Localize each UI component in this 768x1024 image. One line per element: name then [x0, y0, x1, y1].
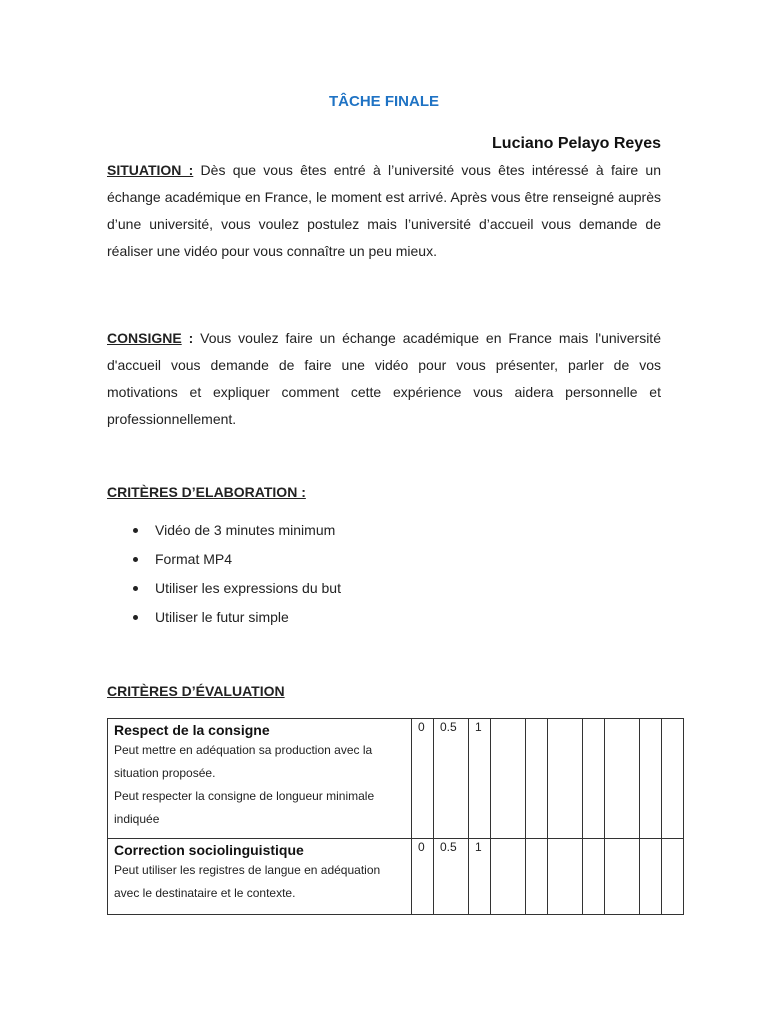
situation-paragraph: [107, 157, 661, 265]
criterion-title: Correction sociolinguistique: [114, 842, 304, 858]
bullet-icon: [133, 528, 138, 533]
table-row: [108, 839, 684, 915]
score-cell: [583, 839, 605, 915]
list-item: Utiliser le futur simple: [107, 603, 341, 632]
situation-label: SITUATION :: [107, 162, 194, 178]
bullet-icon: [133, 557, 138, 562]
bullet-icon: [133, 615, 138, 620]
score-cell: [548, 719, 583, 839]
criterion-line: Peut respecter la consigne de longueur minimale indiquée: [114, 789, 375, 826]
document-title: TÂCHE FINALE: [329, 93, 439, 110]
criterion-line: Peut mettre en adéquation sa production avec la situation proposée.: [114, 743, 373, 780]
elaboration-list: [107, 516, 341, 632]
score-cell: [526, 839, 548, 915]
consigne-colon: :: [181, 330, 194, 346]
score-cell: 0: [412, 719, 434, 839]
situation-text: Dès que vous êtes entré à l’université vous êtes intéressé à faire un échange académique en France, le moment est arrivé. Après vous être renseigné auprès d’une université, vous voulez postulez mais l’université d’accueil vous demande de réaliser une vidéo pour vous connaître un peu mieux.: [107, 162, 661, 259]
author-name: Luciano Pelayo Reyes: [492, 135, 661, 152]
consigne-label: CONSIGNE: [107, 330, 182, 346]
list-item: Format MP4: [107, 545, 341, 574]
evaluation-heading: CRITÈRES D’ÉVALUATION: [107, 683, 285, 699]
score-cell: [583, 719, 605, 839]
consigne-paragraph: [107, 325, 661, 433]
elaboration-heading: CRITÈRES D’ELABORATION :: [107, 484, 306, 500]
evaluation-table: [107, 718, 684, 915]
score-cell: [491, 719, 526, 839]
table-row: [108, 719, 684, 839]
score-cell: [491, 839, 526, 915]
score-cell: 0: [412, 839, 434, 915]
bullet-icon: [133, 586, 138, 591]
score-cell: 1: [469, 719, 491, 839]
score-cell: [662, 719, 684, 839]
criterion-cell: [108, 719, 412, 839]
list-item: Vidéo de 3 minutes minimum: [107, 516, 341, 545]
score-cell: [640, 719, 662, 839]
score-cell: 0.5: [434, 719, 469, 839]
criterion-line: Peut utiliser les registres de langue en adéquation avec le destinataire et le contexte.: [114, 863, 381, 900]
score-cell: [640, 839, 662, 915]
consigne-text: Vous voulez faire un échange académique en France mais l'université d'accueil vous demande de faire une vidéo pour vous présenter, parler de vos motivations et expliquer comment cette expérience vous aidera personnelle et professionnellement.: [107, 330, 661, 427]
criterion-title: Respect de la consigne: [114, 722, 270, 738]
list-item: Utiliser les expressions du but: [107, 574, 341, 603]
score-cell: [662, 839, 684, 915]
score-cell: [548, 839, 583, 915]
criterion-cell: [108, 839, 412, 915]
score-cell: [526, 719, 548, 839]
score-cell: 1: [469, 839, 491, 915]
score-cell: [605, 719, 640, 839]
score-cell: 0.5: [434, 839, 469, 915]
score-cell: [605, 839, 640, 915]
